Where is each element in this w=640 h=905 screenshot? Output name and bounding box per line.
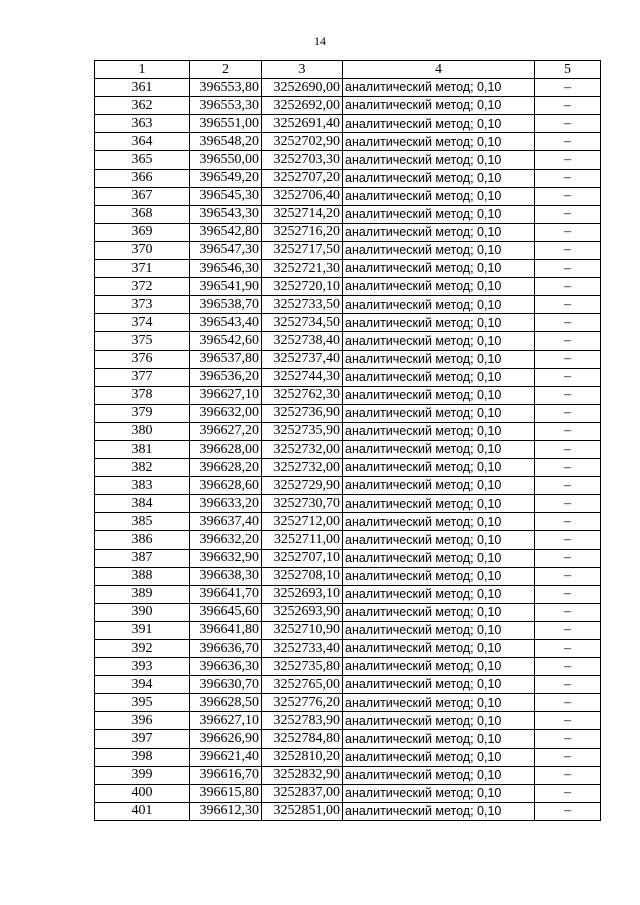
method-cell: аналитический метод; 0,10 — [343, 748, 535, 766]
note-cell: – — [535, 422, 601, 440]
method-cell: аналитический метод; 0,10 — [343, 640, 535, 658]
y-coordinate-cell: 3252693,90 — [262, 603, 343, 621]
x-coordinate-cell: 396636,70 — [190, 640, 262, 658]
x-coordinate-cell: 396632,90 — [190, 549, 262, 567]
y-coordinate-cell: 3252693,10 — [262, 585, 343, 603]
x-coordinate-cell: 396627,10 — [190, 712, 262, 730]
method-cell: аналитический метод; 0,10 — [343, 712, 535, 730]
y-coordinate-cell: 3252707,10 — [262, 549, 343, 567]
y-coordinate-cell: 3252711,00 — [262, 531, 343, 549]
method-cell: аналитический метод; 0,10 — [343, 205, 535, 223]
point-number-cell: 384 — [95, 495, 190, 513]
point-number-cell: 399 — [95, 766, 190, 784]
table-row — [95, 621, 601, 639]
note-cell: – — [535, 350, 601, 368]
y-coordinate-cell: 3252691,40 — [262, 115, 343, 133]
y-coordinate-cell: 3252730,70 — [262, 495, 343, 513]
point-number-cell: 401 — [95, 802, 190, 820]
table-row — [95, 766, 601, 784]
point-number-cell: 382 — [95, 459, 190, 477]
table-row — [95, 802, 601, 820]
y-coordinate-cell: 3252734,50 — [262, 314, 343, 332]
y-coordinate-cell: 3252832,90 — [262, 766, 343, 784]
note-cell: – — [535, 368, 601, 386]
y-coordinate-cell: 3252765,00 — [262, 676, 343, 694]
table-row — [95, 748, 601, 766]
method-cell: аналитический метод; 0,10 — [343, 187, 535, 205]
method-cell: аналитический метод; 0,10 — [343, 296, 535, 314]
note-cell: – — [535, 278, 601, 296]
x-coordinate-cell: 396632,00 — [190, 404, 262, 422]
column-header-note: 5 — [535, 61, 601, 79]
point-number-cell: 385 — [95, 513, 190, 531]
x-coordinate-cell: 396553,30 — [190, 97, 262, 115]
y-coordinate-cell: 3252783,90 — [262, 712, 343, 730]
point-number-cell: 379 — [95, 404, 190, 422]
table-row — [95, 640, 601, 658]
point-number-cell: 397 — [95, 730, 190, 748]
point-number-cell: 362 — [95, 97, 190, 115]
x-coordinate-cell: 396636,30 — [190, 658, 262, 676]
method-cell: аналитический метод; 0,10 — [343, 151, 535, 169]
note-cell: – — [535, 748, 601, 766]
y-coordinate-cell: 3252776,20 — [262, 694, 343, 712]
note-cell: – — [535, 585, 601, 603]
y-coordinate-cell: 3252720,10 — [262, 278, 343, 296]
table-row — [95, 205, 601, 223]
x-coordinate-cell: 396538,70 — [190, 296, 262, 314]
y-coordinate-cell: 3252837,00 — [262, 784, 343, 802]
x-coordinate-cell: 396641,70 — [190, 585, 262, 603]
method-cell: аналитический метод; 0,10 — [343, 314, 535, 332]
table-row — [95, 513, 601, 531]
y-coordinate-cell: 3252717,50 — [262, 241, 343, 259]
table-row — [95, 422, 601, 440]
method-cell: аналитический метод; 0,10 — [343, 241, 535, 259]
note-cell: – — [535, 567, 601, 585]
point-number-cell: 392 — [95, 640, 190, 658]
method-cell: аналитический метод; 0,10 — [343, 603, 535, 621]
column-header-x: 2 — [190, 61, 262, 79]
method-cell: аналитический метод; 0,10 — [343, 97, 535, 115]
note-cell: – — [535, 603, 601, 621]
note-cell: – — [535, 694, 601, 712]
point-number-cell: 388 — [95, 567, 190, 585]
table-row — [95, 115, 601, 133]
x-coordinate-cell: 396628,60 — [190, 477, 262, 495]
x-coordinate-cell: 396616,70 — [190, 766, 262, 784]
table-row — [95, 404, 601, 422]
note-cell: – — [535, 314, 601, 332]
y-coordinate-cell: 3252737,40 — [262, 350, 343, 368]
table-row — [95, 151, 601, 169]
note-cell: – — [535, 676, 601, 694]
y-coordinate-cell: 3252721,30 — [262, 260, 343, 278]
note-cell: – — [535, 513, 601, 531]
x-coordinate-cell: 396542,80 — [190, 223, 262, 241]
method-cell: аналитический метод; 0,10 — [343, 169, 535, 187]
point-number-cell: 394 — [95, 676, 190, 694]
note-cell: – — [535, 802, 601, 820]
table-row — [95, 531, 601, 549]
note-cell: – — [535, 133, 601, 151]
note-cell: – — [535, 223, 601, 241]
note-cell: – — [535, 549, 601, 567]
y-coordinate-cell: 3252732,00 — [262, 459, 343, 477]
table-row — [95, 549, 601, 567]
note-cell: – — [535, 79, 601, 97]
method-cell: аналитический метод; 0,10 — [343, 513, 535, 531]
note-cell: – — [535, 386, 601, 404]
method-cell: аналитический метод; 0,10 — [343, 694, 535, 712]
table-row — [95, 223, 601, 241]
point-number-cell: 381 — [95, 440, 190, 458]
x-coordinate-cell: 396627,10 — [190, 386, 262, 404]
header-row — [95, 61, 601, 79]
note-cell: – — [535, 495, 601, 513]
method-cell: аналитический метод; 0,10 — [343, 585, 535, 603]
note-cell: – — [535, 260, 601, 278]
x-coordinate-cell: 396551,00 — [190, 115, 262, 133]
note-cell: – — [535, 477, 601, 495]
point-number-cell: 367 — [95, 187, 190, 205]
table-row — [95, 133, 601, 151]
column-header-point-number: 1 — [95, 61, 190, 79]
table-row — [95, 440, 601, 458]
x-coordinate-cell: 396537,80 — [190, 350, 262, 368]
note-cell: – — [535, 640, 601, 658]
note-cell: – — [535, 241, 601, 259]
note-cell: – — [535, 658, 601, 676]
point-number-cell: 370 — [95, 241, 190, 259]
table-row — [95, 260, 601, 278]
x-coordinate-cell: 396543,30 — [190, 205, 262, 223]
y-coordinate-cell: 3252702,90 — [262, 133, 343, 151]
method-cell: аналитический метод; 0,10 — [343, 368, 535, 386]
point-number-cell: 400 — [95, 784, 190, 802]
point-number-cell: 390 — [95, 603, 190, 621]
point-number-cell: 383 — [95, 477, 190, 495]
method-cell: аналитический метод; 0,10 — [343, 766, 535, 784]
point-number-cell: 364 — [95, 133, 190, 151]
point-number-cell: 378 — [95, 386, 190, 404]
x-coordinate-cell: 396633,20 — [190, 495, 262, 513]
x-coordinate-cell: 396638,30 — [190, 567, 262, 585]
table-row — [95, 97, 601, 115]
note-cell: – — [535, 621, 601, 639]
y-coordinate-cell: 3252690,00 — [262, 79, 343, 97]
note-cell: – — [535, 459, 601, 477]
x-coordinate-cell: 396637,40 — [190, 513, 262, 531]
point-number-cell: 376 — [95, 350, 190, 368]
table-row — [95, 296, 601, 314]
y-coordinate-cell: 3252714,20 — [262, 205, 343, 223]
method-cell: аналитический метод; 0,10 — [343, 676, 535, 694]
point-number-cell: 386 — [95, 531, 190, 549]
method-cell: аналитический метод; 0,10 — [343, 79, 535, 97]
x-coordinate-cell: 396645,60 — [190, 603, 262, 621]
page-number: 14 — [314, 34, 326, 48]
point-number-cell: 389 — [95, 585, 190, 603]
table-row — [95, 477, 601, 495]
method-cell: аналитический метод; 0,10 — [343, 115, 535, 133]
y-coordinate-cell: 3252710,90 — [262, 621, 343, 639]
note-cell: – — [535, 784, 601, 802]
y-coordinate-cell: 3252735,90 — [262, 422, 343, 440]
x-coordinate-cell: 396545,30 — [190, 187, 262, 205]
note-cell: – — [535, 712, 601, 730]
point-number-cell: 366 — [95, 169, 190, 187]
table-row — [95, 603, 601, 621]
note-cell: – — [535, 404, 601, 422]
point-number-cell: 393 — [95, 658, 190, 676]
point-number-cell: 380 — [95, 422, 190, 440]
y-coordinate-cell: 3252733,50 — [262, 296, 343, 314]
y-coordinate-cell: 3252716,20 — [262, 223, 343, 241]
point-number-cell: 369 — [95, 223, 190, 241]
note-cell: – — [535, 187, 601, 205]
y-coordinate-cell: 3252729,90 — [262, 477, 343, 495]
note-cell: – — [535, 151, 601, 169]
note-cell: – — [535, 115, 601, 133]
column-header-y: 3 — [262, 61, 343, 79]
point-number-cell: 361 — [95, 79, 190, 97]
note-cell: – — [535, 332, 601, 350]
y-coordinate-cell: 3252735,80 — [262, 658, 343, 676]
method-cell: аналитический метод; 0,10 — [343, 260, 535, 278]
table-row — [95, 169, 601, 187]
x-coordinate-cell: 396547,30 — [190, 241, 262, 259]
y-coordinate-cell: 3252810,20 — [262, 748, 343, 766]
x-coordinate-cell: 396553,80 — [190, 79, 262, 97]
point-number-cell: 368 — [95, 205, 190, 223]
note-cell: – — [535, 440, 601, 458]
table-header — [95, 61, 601, 79]
x-coordinate-cell: 396628,50 — [190, 694, 262, 712]
x-coordinate-cell: 396550,00 — [190, 151, 262, 169]
x-coordinate-cell: 396621,40 — [190, 748, 262, 766]
method-cell: аналитический метод; 0,10 — [343, 477, 535, 495]
x-coordinate-cell: 396548,20 — [190, 133, 262, 151]
method-cell: аналитический метод; 0,10 — [343, 459, 535, 477]
method-cell: аналитический метод; 0,10 — [343, 549, 535, 567]
method-cell: аналитический метод; 0,10 — [343, 223, 535, 241]
method-cell: аналитический метод; 0,10 — [343, 495, 535, 513]
method-cell: аналитический метод; 0,10 — [343, 133, 535, 151]
y-coordinate-cell: 3252703,30 — [262, 151, 343, 169]
table-row — [95, 79, 601, 97]
note-cell: – — [535, 766, 601, 784]
y-coordinate-cell: 3252707,20 — [262, 169, 343, 187]
table-row — [95, 658, 601, 676]
table-row — [95, 350, 601, 368]
point-number-cell: 374 — [95, 314, 190, 332]
table-row — [95, 694, 601, 712]
x-coordinate-cell: 396627,20 — [190, 422, 262, 440]
table-row — [95, 314, 601, 332]
note-cell: – — [535, 531, 601, 549]
note-cell: – — [535, 169, 601, 187]
table-row — [95, 730, 601, 748]
x-coordinate-cell: 396628,20 — [190, 459, 262, 477]
x-coordinate-cell: 396542,60 — [190, 332, 262, 350]
note-cell: – — [535, 296, 601, 314]
note-cell: – — [535, 730, 601, 748]
x-coordinate-cell: 396546,30 — [190, 260, 262, 278]
point-number-cell: 396 — [95, 712, 190, 730]
point-number-cell: 395 — [95, 694, 190, 712]
method-cell: аналитический метод; 0,10 — [343, 440, 535, 458]
point-number-cell: 398 — [95, 748, 190, 766]
y-coordinate-cell: 3252744,30 — [262, 368, 343, 386]
point-number-cell: 363 — [95, 115, 190, 133]
method-cell: аналитический метод; 0,10 — [343, 422, 535, 440]
y-coordinate-cell: 3252736,90 — [262, 404, 343, 422]
y-coordinate-cell: 3252706,40 — [262, 187, 343, 205]
note-cell: – — [535, 205, 601, 223]
y-coordinate-cell: 3252851,00 — [262, 802, 343, 820]
point-number-cell: 372 — [95, 278, 190, 296]
method-cell: аналитический метод; 0,10 — [343, 404, 535, 422]
table-row — [95, 386, 601, 404]
y-coordinate-cell: 3252733,40 — [262, 640, 343, 658]
table-row — [95, 368, 601, 386]
point-number-cell: 365 — [95, 151, 190, 169]
x-coordinate-cell: 396641,80 — [190, 621, 262, 639]
table-row — [95, 676, 601, 694]
table-row — [95, 712, 601, 730]
method-cell: аналитический метод; 0,10 — [343, 784, 535, 802]
x-coordinate-cell: 396615,80 — [190, 784, 262, 802]
x-coordinate-cell: 396626,90 — [190, 730, 262, 748]
method-cell: аналитический метод; 0,10 — [343, 278, 535, 296]
y-coordinate-cell: 3252732,00 — [262, 440, 343, 458]
y-coordinate-cell: 3252738,40 — [262, 332, 343, 350]
method-cell: аналитический метод; 0,10 — [343, 567, 535, 585]
coordinates-table — [94, 60, 601, 821]
table-row — [95, 187, 601, 205]
point-number-cell: 371 — [95, 260, 190, 278]
method-cell: аналитический метод; 0,10 — [343, 531, 535, 549]
y-coordinate-cell: 3252784,80 — [262, 730, 343, 748]
column-header-method: 4 — [343, 61, 535, 79]
x-coordinate-cell: 396628,00 — [190, 440, 262, 458]
table-row — [95, 278, 601, 296]
point-number-cell: 375 — [95, 332, 190, 350]
method-cell: аналитический метод; 0,10 — [343, 332, 535, 350]
table-row — [95, 459, 601, 477]
x-coordinate-cell: 396612,30 — [190, 802, 262, 820]
y-coordinate-cell: 3252708,10 — [262, 567, 343, 585]
note-cell: – — [535, 97, 601, 115]
point-number-cell: 387 — [95, 549, 190, 567]
table-row — [95, 241, 601, 259]
method-cell: аналитический метод; 0,10 — [343, 802, 535, 820]
method-cell: аналитический метод; 0,10 — [343, 730, 535, 748]
x-coordinate-cell: 396543,40 — [190, 314, 262, 332]
x-coordinate-cell: 396630,70 — [190, 676, 262, 694]
method-cell: аналитический метод; 0,10 — [343, 350, 535, 368]
table-body — [95, 79, 601, 821]
point-number-cell: 377 — [95, 368, 190, 386]
table-row — [95, 585, 601, 603]
y-coordinate-cell: 3252692,00 — [262, 97, 343, 115]
point-number-cell: 373 — [95, 296, 190, 314]
method-cell: аналитический метод; 0,10 — [343, 621, 535, 639]
x-coordinate-cell: 396541,90 — [190, 278, 262, 296]
table-row — [95, 495, 601, 513]
method-cell: аналитический метод; 0,10 — [343, 386, 535, 404]
table-row — [95, 332, 601, 350]
x-coordinate-cell: 396549,20 — [190, 169, 262, 187]
method-cell: аналитический метод; 0,10 — [343, 658, 535, 676]
point-number-cell: 391 — [95, 621, 190, 639]
table-row — [95, 784, 601, 802]
table-row — [95, 567, 601, 585]
x-coordinate-cell: 396632,20 — [190, 531, 262, 549]
y-coordinate-cell: 3252762,30 — [262, 386, 343, 404]
y-coordinate-cell: 3252712,00 — [262, 513, 343, 531]
x-coordinate-cell: 396536,20 — [190, 368, 262, 386]
